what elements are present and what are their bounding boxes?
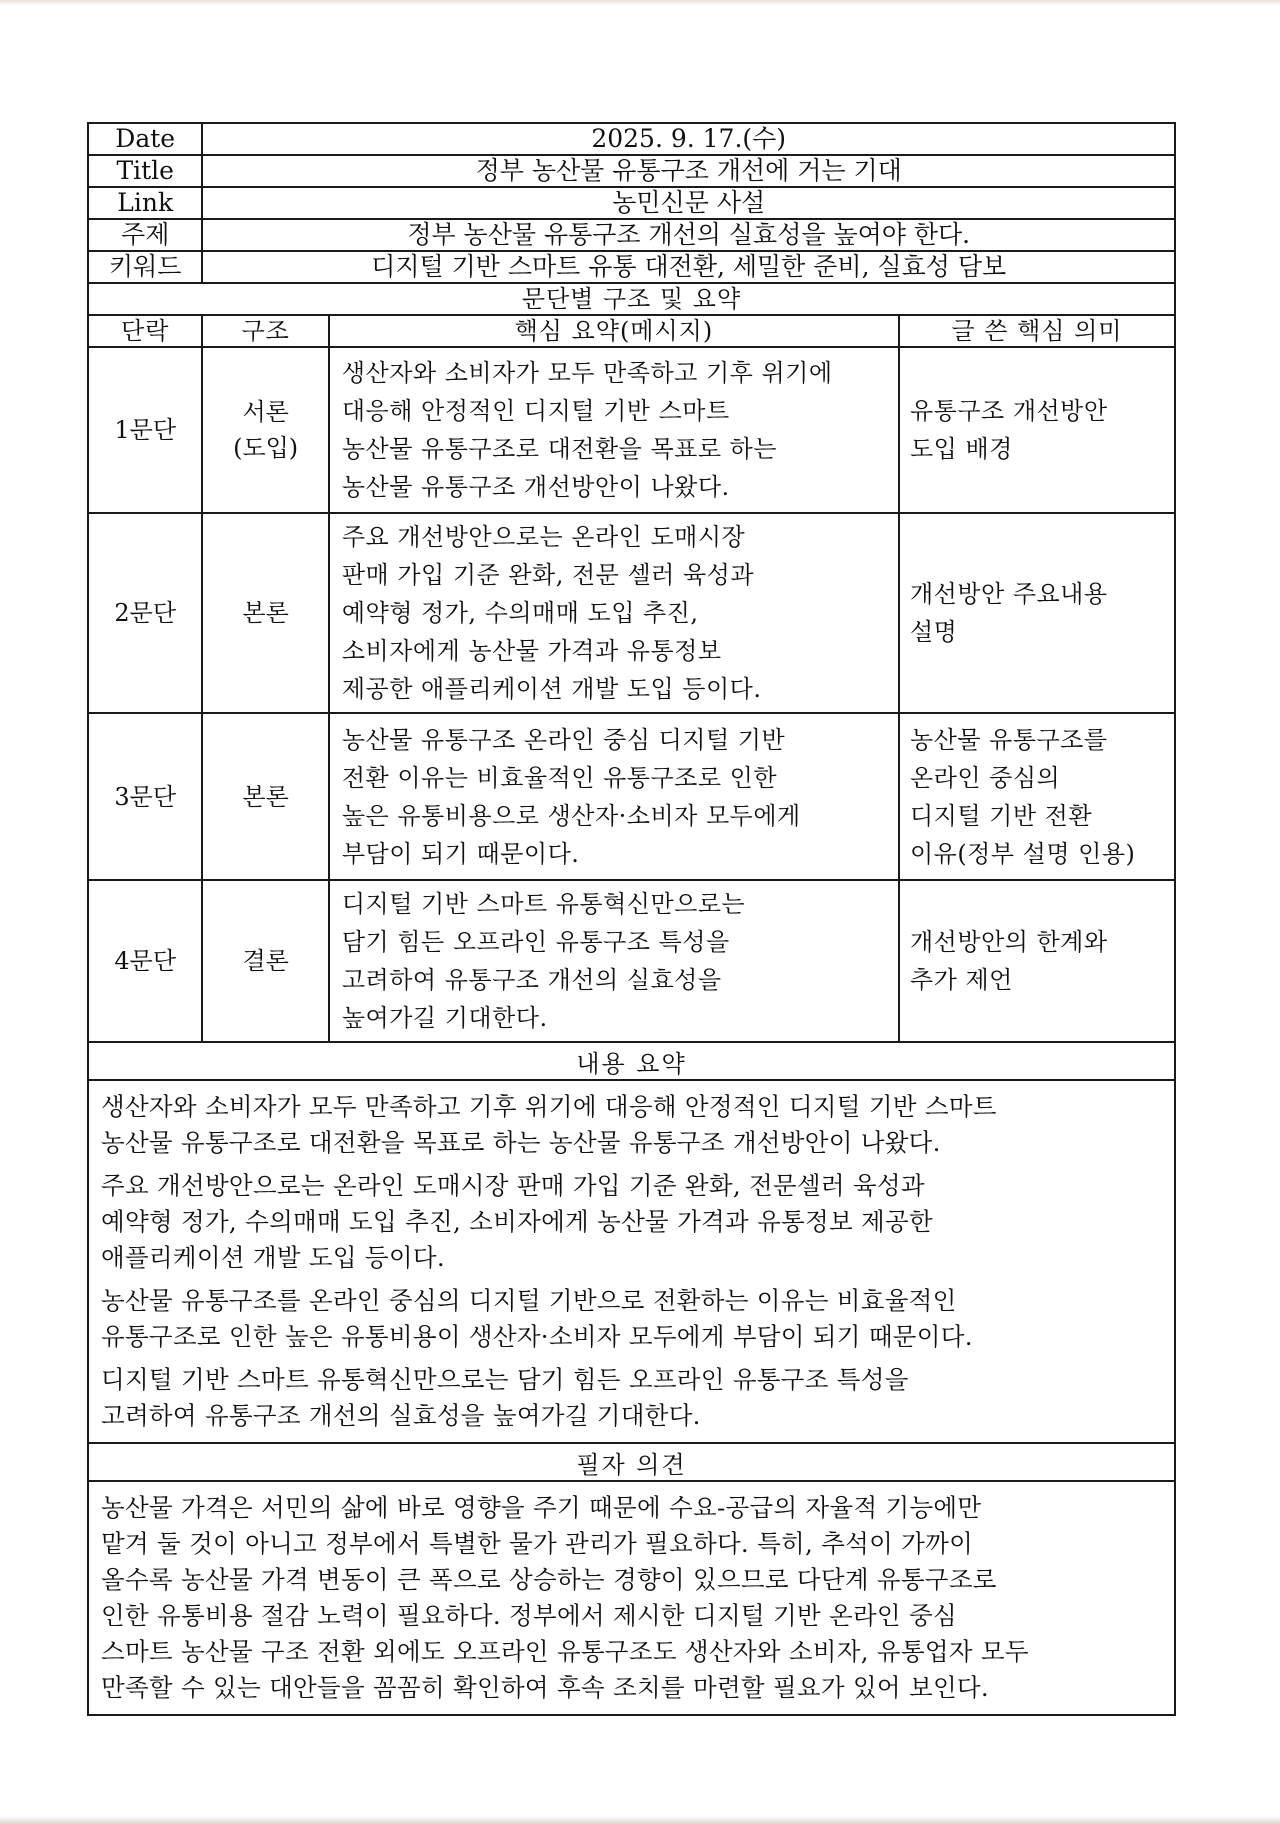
meta-row-link bbox=[88, 187, 1175, 219]
summary-line: 농산물 유통구조 온라인 중심 디지털 기반 bbox=[341, 725, 786, 754]
meta-row-keywords bbox=[88, 251, 1175, 283]
summary-text-line: 유통구조로 인한 높은 유통비용이 생산자·소비자 모두에게 부담이 되기 때문이다. bbox=[101, 1322, 973, 1351]
summary-line: 제공한 애플리케이션 개발 도입 등이다. bbox=[341, 675, 762, 703]
opinion-section-title: 필자 의견 bbox=[88, 1443, 1175, 1481]
opinion-section-header bbox=[88, 1443, 1175, 1481]
summary-line: 전환 이유는 비효율적인 유통구조로 인한 bbox=[341, 763, 778, 792]
keyword-label: 키워드 bbox=[88, 251, 202, 283]
meaning-line: 디지털 기반 전환 bbox=[909, 801, 1092, 830]
paragraph-row bbox=[88, 347, 1175, 513]
link-label: Link bbox=[88, 187, 202, 219]
summary-text-line: 농산물 유통구조로 대전환을 목표로 하는 농산물 유통구조 개선방안이 나왔다. bbox=[101, 1128, 941, 1157]
date-label: Date bbox=[88, 123, 202, 155]
structure-line: 결론 bbox=[242, 947, 289, 975]
summary-section-title: 내용 요약 bbox=[88, 1042, 1175, 1080]
structure-line: (도입) bbox=[233, 434, 299, 462]
summary-line: 주요 개선방안으로는 온라인 도매시장 bbox=[341, 523, 746, 551]
meaning-line: 도입 배경 bbox=[909, 435, 1013, 463]
summary-line: 높은 유통비용으로 생산자·소비자 모두에게 bbox=[341, 801, 801, 830]
meta-row-title bbox=[88, 155, 1175, 187]
summary-line: 생산자와 소비자가 모두 만족하고 기후 위기에 bbox=[341, 359, 833, 387]
column-header-paragraph: 단락 bbox=[88, 315, 202, 347]
keyword-value: 디지털 기반 스마트 유통 대전환, 세밀한 준비, 실효성 담보 bbox=[202, 251, 1175, 283]
opinion-text-line: 만족할 수 있는 대안들을 꼼꼼히 확인하여 후속 조치를 마련할 필요가 있어 보인다. bbox=[101, 1673, 989, 1702]
summary-text-line: 디지털 기반 스마트 유통혁신만으로는 담기 힘든 오프라인 유통구조 특성을 bbox=[101, 1365, 909, 1394]
structure-line: 서론 bbox=[242, 398, 289, 426]
summary-line: 농산물 유통구조로 대전환을 목표로 하는 bbox=[341, 435, 778, 463]
column-header-summary: 핵심 요약(메시지) bbox=[329, 315, 899, 347]
paragraph-structure bbox=[202, 880, 328, 1042]
paragraph-summary bbox=[329, 513, 899, 713]
title-value: 정부 농산물 유통구조 개선에 거는 기대 bbox=[202, 155, 1175, 187]
meaning-line: 유통구조 개선방안 bbox=[909, 397, 1108, 425]
link-value: 농민신문 사설 bbox=[202, 187, 1175, 219]
scan-edge-top bbox=[0, 0, 1280, 6]
paragraph-structure bbox=[202, 713, 328, 880]
paragraph-row bbox=[88, 880, 1175, 1042]
paragraph-summary bbox=[329, 713, 899, 880]
paragraph-number: 1문단 bbox=[88, 347, 202, 513]
summary-text-line: 생산자와 소비자가 모두 만족하고 기후 위기에 대응해 안정적인 디지털 기반 스마트 bbox=[101, 1092, 997, 1121]
meta-row-topic bbox=[88, 219, 1175, 251]
summary-paragraph bbox=[101, 1168, 1164, 1276]
column-header-structure: 구조 bbox=[202, 315, 328, 347]
summary-section-header bbox=[88, 1042, 1175, 1080]
meaning-line: 설명 bbox=[909, 618, 958, 646]
summary-text-line: 예약형 정가, 수의매매 도입 추진, 소비자에게 농산물 가격과 유통정보 제공한 bbox=[101, 1207, 933, 1236]
summary-paragraph bbox=[101, 1283, 1164, 1355]
paragraph-summary bbox=[329, 880, 899, 1042]
summary-line: 부담이 되기 때문이다. bbox=[341, 839, 580, 868]
paragraph-meaning bbox=[899, 347, 1175, 513]
opinion-text-line: 맡겨 둘 것이 아니고 정부에서 특별한 물가 관리가 필요하다. 특히, 추석이 가까이 bbox=[101, 1529, 974, 1558]
topic-label: 주제 bbox=[88, 219, 202, 251]
summary-body-row bbox=[88, 1080, 1175, 1443]
scan-edge-bottom bbox=[0, 1816, 1280, 1824]
summary-line: 소비자에게 농산물 가격과 유통정보 bbox=[341, 637, 722, 665]
paragraph-structure bbox=[202, 513, 328, 713]
summary-body bbox=[88, 1080, 1175, 1443]
paragraph-number: 2문단 bbox=[88, 513, 202, 713]
paragraph-meaning bbox=[899, 880, 1175, 1042]
opinion-body-row bbox=[88, 1481, 1175, 1715]
summary-line: 디지털 기반 스마트 유통혁신만으로는 bbox=[341, 890, 746, 918]
date-value: 2025. 9. 17.(수) bbox=[202, 123, 1175, 155]
summary-paragraph bbox=[101, 1362, 1164, 1434]
opinion-text-line: 스마트 농산물 구조 전환 외에도 오프라인 유통구조도 생산자와 소비자, 유통업자 모두 bbox=[101, 1637, 1029, 1666]
meaning-line: 농산물 유통구조를 bbox=[909, 725, 1108, 754]
structure-line: 본론 bbox=[242, 782, 289, 811]
opinion-text-line: 농산물 가격은 서민의 삶에 바로 영향을 주기 때문에 수요-공급의 자율적 기능에만 bbox=[101, 1493, 982, 1522]
summary-text-line: 애플리케이션 개발 도입 등이다. bbox=[101, 1243, 445, 1272]
summary-line: 농산물 유통구조 개선방안이 나왔다. bbox=[341, 473, 730, 501]
analysis-worksheet bbox=[87, 122, 1176, 1716]
paragraph-row bbox=[88, 513, 1175, 713]
summary-line: 대응해 안정적인 디지털 기반 스마트 bbox=[341, 397, 730, 425]
column-header-meaning: 글 쓴 핵심 의미 bbox=[899, 315, 1175, 347]
paragraph-number: 4문단 bbox=[88, 880, 202, 1042]
meaning-line: 개선방안의 한계와 bbox=[909, 928, 1108, 956]
paragraph-structure bbox=[202, 347, 328, 513]
paragraph-meaning bbox=[899, 513, 1175, 713]
opinion-text-line: 올수록 농산물 가격 변동이 큰 폭으로 상승하는 경향이 있으므로 다단계 유통구조로 bbox=[101, 1565, 997, 1594]
structure-section-header bbox=[88, 283, 1175, 315]
structure-section-title: 문단별 구조 및 요약 bbox=[88, 283, 1175, 315]
paragraph-summary bbox=[329, 347, 899, 513]
topic-value: 정부 농산물 유통구조 개선의 실효성을 높여야 한다. bbox=[202, 219, 1175, 251]
summary-paragraph bbox=[101, 1089, 1164, 1161]
summary-line: 판매 가입 기준 완화, 전문 셀러 육성과 bbox=[341, 561, 755, 589]
summary-text-line: 고려하여 유통구조 개선의 실효성을 높여가길 기대한다. bbox=[101, 1401, 701, 1430]
summary-line: 고려하여 유통구조 개선의 실효성을 bbox=[341, 966, 722, 994]
meaning-line: 이유(정부 설명 인용) bbox=[909, 839, 1136, 868]
meta-row-date bbox=[88, 123, 1175, 155]
meaning-line: 온라인 중심의 bbox=[909, 763, 1061, 792]
title-label: Title bbox=[88, 155, 202, 187]
meaning-line: 개선방안 주요내용 bbox=[909, 580, 1108, 608]
summary-text-line: 주요 개선방안으로는 온라인 도매시장 판매 가입 기준 완화, 전문셀러 육성과 bbox=[101, 1171, 925, 1200]
structure-column-headers bbox=[88, 315, 1175, 347]
opinion-text-line: 인한 유통비용 절감 노력이 필요하다. 정부에서 제시한 디지털 기반 온라인 중심 bbox=[101, 1601, 957, 1630]
summary-line: 담기 힘든 오프라인 유통구조 특성을 bbox=[341, 928, 730, 956]
structure-line: 본론 bbox=[242, 599, 289, 627]
paragraph-row bbox=[88, 713, 1175, 880]
summary-text-line: 농산물 유통구조를 온라인 중심의 디지털 기반으로 전환하는 이유는 비효율적인 bbox=[101, 1286, 957, 1315]
summary-line: 예약형 정가, 수의매매 도입 추진, bbox=[341, 599, 699, 627]
paragraph-number: 3문단 bbox=[88, 713, 202, 880]
meaning-line: 추가 제언 bbox=[909, 966, 1013, 994]
summary-line: 높여가길 기대한다. bbox=[341, 1004, 548, 1032]
opinion-body bbox=[88, 1481, 1175, 1715]
paragraph-meaning bbox=[899, 713, 1175, 880]
